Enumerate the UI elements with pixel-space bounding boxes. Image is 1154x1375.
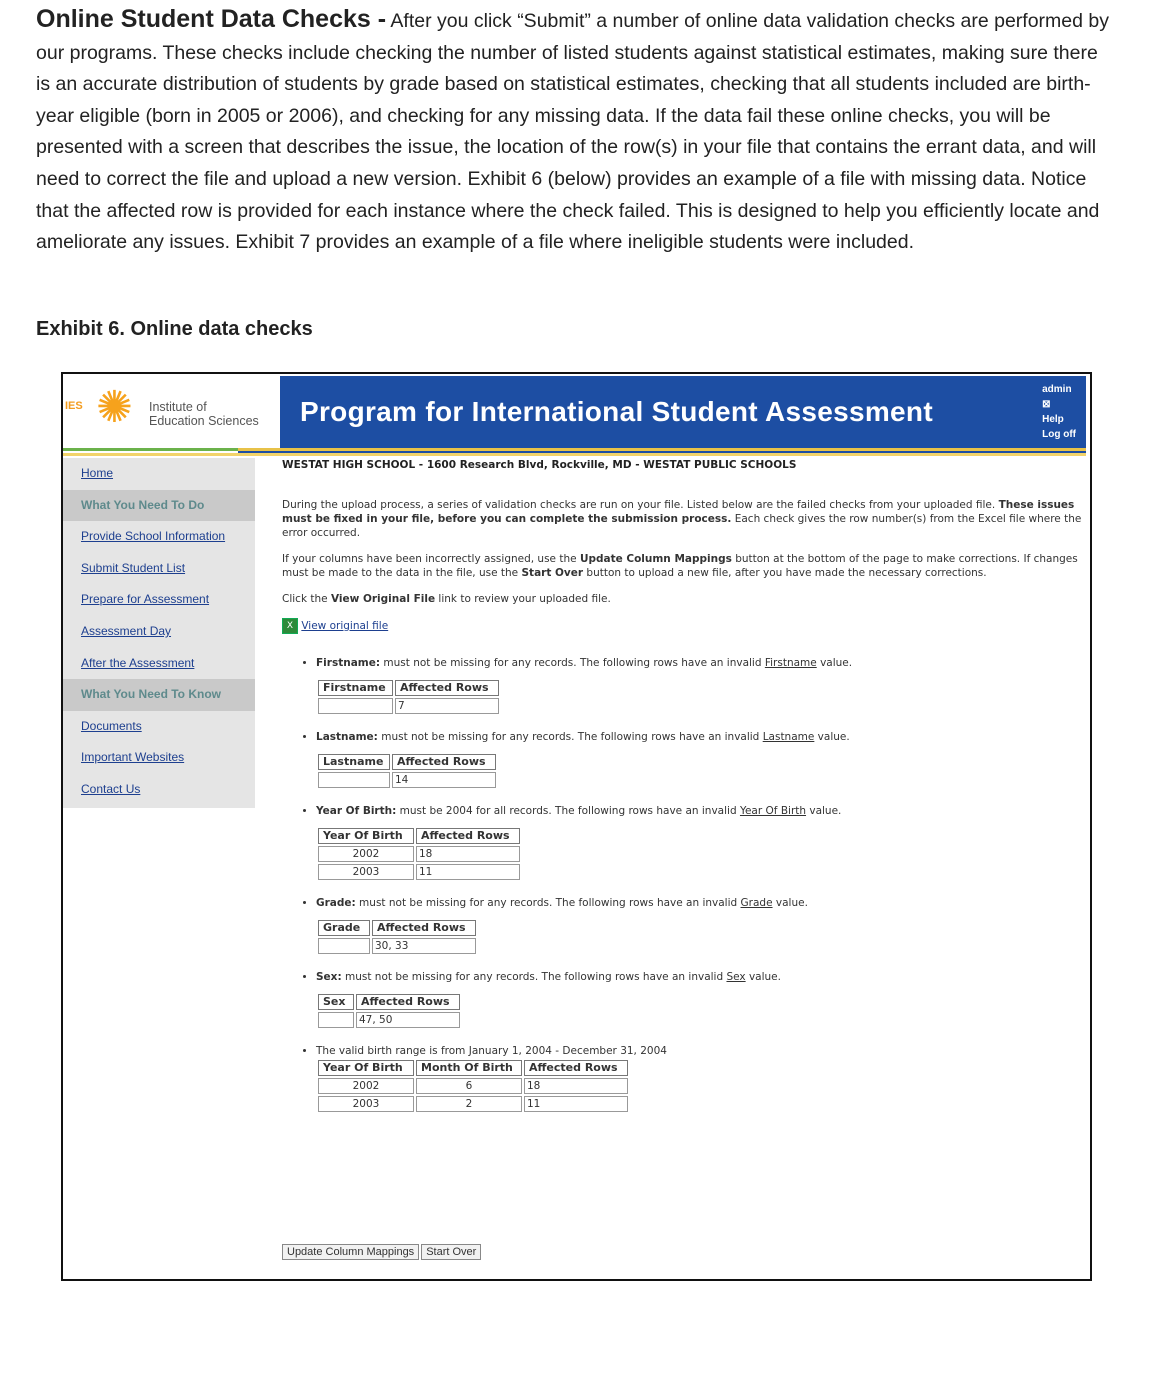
table-cell: 2: [416, 1096, 522, 1112]
table-row: [318, 1012, 460, 1028]
table-cell: 14: [392, 772, 496, 788]
affected-rows-table: [316, 992, 462, 1030]
mapping-paragraph: If your columns have been incorrectly assigned, use the Update Column Mappings button at the bottom of the page to make corrections. If changes must be made to the data in the file, use the Start Over button to upload a new file, after you have made the necessary corrections.: [282, 553, 1078, 579]
table-cell: 11: [524, 1096, 628, 1112]
check-item: • Lastname: must not be missing for any records. The following rows have an invalid Lastname value. Lastname Affected Rows 14: [316, 730, 1082, 790]
check-item: • Firstname: must not be missing for any records. The following rows have an invalid Firstname value. Firstname Affected Rows 7: [316, 656, 1082, 716]
table-cell: [318, 938, 370, 954]
table-header: Year Of Birth: [318, 1060, 414, 1076]
table-header: Firstname: [318, 680, 393, 696]
excel-icon: X: [282, 618, 298, 634]
table-header: Affected Rows: [416, 828, 520, 844]
affected-rows-table: [316, 752, 498, 790]
table-cell: 2003: [318, 864, 414, 880]
table-cell: 18: [416, 846, 520, 862]
update-column-mappings-button[interactable]: Update Column Mappings: [282, 1244, 419, 1260]
birth-range-table: [316, 1058, 630, 1114]
nav-contact-us[interactable]: Contact Us: [81, 781, 141, 796]
utility-links: [1042, 382, 1076, 442]
header-band: [280, 376, 1086, 448]
table-cell: 2003: [318, 1096, 414, 1112]
nav-after-the-assessment[interactable]: After the Assessment: [81, 655, 195, 670]
help-link[interactable]: Help: [1042, 414, 1064, 425]
screenshot-exhibit: [61, 372, 1092, 1281]
table-cell: [318, 1012, 354, 1028]
intro-paragraph: During the upload process, a series of validation checks are run on your file. Listed below are the failed checks from your uploaded file. These issues must be fixed in your file, before you can complete the submission process. Each check gives the row number(s) from the Excel file where the error occurred.: [282, 499, 1082, 539]
birth-range-item: • The valid birth range is from January 1, 2004 - December 31, 2004 Year Of Birth Month Of Birth Affected Rows 2002 6 18 2003 2 11: [316, 1044, 1082, 1114]
nav-important-websites[interactable]: Important Websites: [81, 750, 185, 765]
table-header: Sex: [318, 994, 354, 1010]
table-header: Grade: [318, 920, 370, 936]
section-heading: Online Student Data Checks -: [36, 5, 387, 33]
affected-rows-table: [316, 826, 522, 882]
nav-home[interactable]: Home: [81, 466, 114, 480]
table-cell: [318, 772, 390, 788]
table-cell: 7: [395, 698, 499, 714]
affected-rows-table: [316, 918, 478, 956]
table-header: Year Of Birth: [318, 828, 414, 844]
mail-icon[interactable]: ⊠: [1042, 399, 1051, 410]
table-cell: [318, 698, 393, 714]
table-row: [318, 938, 476, 954]
table-header: Month Of Birth: [416, 1060, 522, 1076]
exhibit-caption: Exhibit 6. Online data checks: [36, 318, 313, 340]
table-header: Affected Rows: [356, 994, 460, 1010]
table-header: Affected Rows: [372, 920, 476, 936]
nav-section-what-you-need-to-know: What You Need To Know: [63, 679, 255, 711]
table-cell: 47, 50: [356, 1012, 460, 1028]
table-cell: 2002: [318, 1078, 414, 1094]
view-paragraph: Click the View Original File link to review your uploaded file.: [282, 593, 611, 605]
nav-prepare-for-assessment[interactable]: Prepare for Assessment: [81, 592, 210, 607]
table-cell: 6: [416, 1078, 522, 1094]
affected-rows-table: [316, 678, 501, 716]
button-bar: [282, 1242, 483, 1260]
check-item: • Sex: must not be missing for any records. The following rows have an invalid Sex value. Sex Affected Rows 47, 50: [316, 970, 1082, 1030]
table-row: [318, 1078, 628, 1094]
org-name: Institute of Education Sciences: [149, 400, 259, 428]
nav-section-what-you-need-to-do: What You Need To Do: [63, 490, 255, 522]
table-header: Affected Rows: [524, 1060, 628, 1076]
nav-assessment-day[interactable]: Assessment Day: [81, 623, 172, 638]
school-address: WESTAT HIGH SCHOOL - 1600 Research Blvd, Rockville, MD - WESTAT PUBLIC SCHOOLS: [282, 459, 797, 471]
document-text: [36, 4, 1116, 259]
check-item: • Grade: must not be missing for any records. The following rows have an invalid Grade value. Grade Affected Rows 30, 33: [316, 896, 1082, 956]
sidebar: [63, 458, 255, 808]
table-header: Lastname: [318, 754, 390, 770]
main-content: [282, 458, 1082, 1128]
check-item: • Year Of Birth: must be 2004 for all records. The following rows have an invalid Year Of Birth value. Year Of Birth Affected Rows 2002 18 2003 11: [316, 804, 1082, 882]
table-header: Affected Rows: [392, 754, 496, 770]
view-original-file-link[interactable]: X View original file: [282, 618, 1082, 634]
table-header: Affected Rows: [395, 680, 499, 696]
table-row: [318, 1096, 628, 1112]
table-row: [318, 698, 499, 714]
check-list: [282, 656, 1082, 1114]
table-cell: 18: [524, 1078, 628, 1094]
table-row: [318, 772, 496, 788]
site-title: Program for International Student Assessment: [300, 396, 933, 427]
sun-icon: ✺: [96, 383, 133, 432]
table-cell: 2002: [318, 846, 414, 862]
admin-label: admin: [1042, 384, 1072, 395]
ies-logo[interactable]: [63, 376, 279, 448]
table-cell: 30, 33: [372, 938, 476, 954]
nav-provide-school-information[interactable]: Provide School Information: [81, 529, 226, 544]
nav-submit-student-list[interactable]: Submit Student List: [81, 560, 186, 575]
nav-documents[interactable]: Documents: [81, 718, 142, 733]
table-row: [318, 864, 520, 880]
table-row: [318, 846, 520, 862]
table-cell: 11: [416, 864, 520, 880]
start-over-button[interactable]: Start Over: [421, 1244, 481, 1260]
logoff-link[interactable]: Log off: [1042, 429, 1076, 440]
section-body: After you click “Submit” a number of online data validation checks are performed by our programs. These checks include checking the number of listed students against statistical estimates, making sure there is an accurate distribution of students by grade based on statistical estimates, checking that all students included are birth-year eligible (born in 2005 or 2006), and checking for any missing data. If the data fail these online checks, you will be presented with a screen that describes the issue, the location of the row(s) in your file that contains the errant data, and will need to correct the file and upload a new version. Exhibit 6 (below) provides an example of a file with missing data. Notice that the affected row is provided for each instance where the check failed. This is designed to help you efficiently locate and ameliorate any issues. Exhibit 7 provides an example of a file where ineligible students were included.: [36, 10, 1110, 254]
ies-text: IES: [65, 400, 83, 412]
